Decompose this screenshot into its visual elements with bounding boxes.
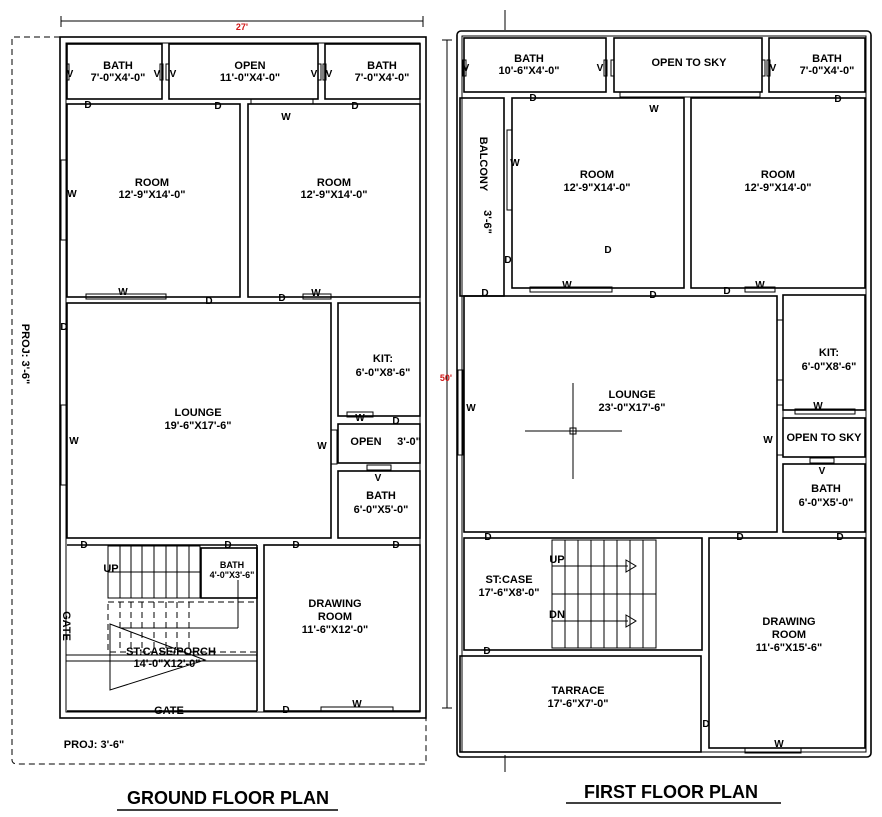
height-dimension-label: 50' — [439, 373, 453, 383]
ff-bath-left-name: BATH — [514, 53, 544, 65]
gf-bath-left-size: 7'-0"X4'-0" — [90, 72, 146, 84]
door-marker: D — [504, 255, 512, 266]
gf-proj-side: PROJ: 3'-6" — [19, 323, 31, 385]
door-marker: D — [481, 288, 489, 299]
door-marker: D — [723, 286, 731, 297]
vent-marker: V — [462, 63, 470, 74]
gf-gate-front: GATE — [154, 705, 184, 717]
door-marker: D — [205, 296, 213, 307]
ff-room-right-name: ROOM — [760, 169, 796, 181]
door-marker: D — [529, 93, 537, 104]
gf-bath-right-size: 7'-0"X4'-0" — [354, 72, 410, 84]
ff-room-left-size: 12'-9"X14'-0" — [563, 182, 631, 194]
window-marker: W — [118, 287, 128, 298]
ff-terrace-name: TARRACE — [551, 685, 605, 697]
vent-marker: V — [769, 63, 777, 74]
vent-marker: V — [153, 69, 161, 80]
ff-balcony-name: BALCONY — [477, 136, 489, 192]
gf-porch-name: ST:CASE/PORCH — [126, 646, 216, 658]
ff-stair-size: 17'-6"X8'-0" — [478, 587, 540, 599]
gf-kitchen-name: KIT: — [372, 353, 394, 365]
gf-up-label: UP — [103, 563, 119, 575]
window-marker: W — [510, 158, 520, 169]
window-marker: W — [69, 436, 79, 447]
gf-gate-side: GATE — [60, 611, 72, 641]
ff-open-sky-top-name: OPEN TO SKY — [651, 57, 727, 69]
door-marker: D — [84, 100, 92, 111]
ff-balcony — [460, 98, 504, 296]
window-marker: W — [774, 739, 784, 750]
width-dimension — [61, 16, 423, 32]
window-marker: W — [763, 435, 773, 446]
door-marker: D — [604, 245, 612, 256]
door-marker: D — [392, 416, 400, 427]
gf-lounge-name: LOUNGE — [174, 407, 222, 419]
ff-up-label: UP — [549, 554, 565, 566]
ff-staircase — [552, 540, 656, 648]
first-floor-plan — [457, 31, 871, 803]
gf-kitchen-size: 6'-0"X8'-6" — [355, 367, 411, 379]
ff-bath-right-name: BATH — [812, 53, 842, 65]
gf-bath-left-name: BATH — [103, 60, 133, 72]
gf-room-right-name: ROOM — [316, 177, 352, 189]
vent-marker: V — [596, 63, 604, 74]
door-marker: D — [702, 719, 710, 730]
ff-lounge-crosshair — [525, 383, 622, 479]
gf-open-top-name: OPEN — [234, 60, 266, 72]
door-marker: D — [351, 101, 359, 112]
door-marker: D — [278, 293, 286, 304]
door-marker: D — [60, 322, 68, 333]
gf-proj-front: PROJ: 3'-6" — [63, 739, 125, 751]
door-marker: D — [836, 532, 844, 543]
gf-bath-small-name: BATH — [219, 560, 245, 570]
ff-bath-mid-name: BATH — [811, 483, 841, 495]
gf-title: GROUND FLOOR PLAN — [127, 788, 329, 808]
ff-bath-right-size: 7'-0"X4'-0" — [799, 65, 855, 77]
door-marker: D — [736, 532, 744, 543]
gf-open-top-size: 11'-0"X4'-0" — [219, 72, 281, 84]
window-marker: W — [755, 280, 765, 291]
window-marker: W — [466, 403, 476, 414]
door-marker: D — [282, 705, 290, 716]
ff-room-left-name: ROOM — [579, 169, 615, 181]
gf-bath-small-size: 4'-0"X3'-6" — [209, 570, 255, 580]
window-marker: W — [562, 280, 572, 291]
height-dimension — [440, 40, 452, 708]
ff-room-right-size: 12'-9"X14'-0" — [744, 182, 812, 194]
window-marker: W — [311, 288, 321, 299]
door-marker: D — [224, 540, 232, 551]
ground-floor-plan — [12, 37, 426, 810]
vent-marker: V — [325, 69, 333, 80]
gf-room-right-size: 12'-9"X14'-0" — [300, 189, 368, 201]
ff-drawing-name: DRAWING — [762, 616, 816, 628]
ff-lounge — [464, 296, 777, 532]
gf-drawing-size: 11'-6"X12'-0" — [301, 624, 369, 636]
door-marker: D — [484, 532, 492, 543]
window-marker: W — [67, 189, 77, 200]
gf-bath-mid-name: BATH — [366, 490, 396, 502]
window-marker: W — [813, 401, 823, 412]
ff-stair-name: ST:CASE — [485, 574, 533, 586]
door-marker: D — [80, 540, 88, 551]
gf-open-mid-size: 3'-0" — [397, 436, 421, 448]
vent-marker: V — [66, 69, 74, 80]
ff-open-sky-mid-name: OPEN TO SKY — [786, 432, 862, 444]
ff-drawing-name2: ROOM — [771, 629, 807, 641]
gf-bath-mid-size: 6'-0"X5'-0" — [353, 504, 409, 516]
ff-lounge-size: 23'-0"X17'-6" — [598, 402, 666, 414]
window-marker: W — [649, 104, 659, 115]
vent-marker: V — [169, 69, 177, 80]
gf-room-left-name: ROOM — [134, 177, 170, 189]
door-marker: D — [649, 290, 657, 301]
gf-drawing-name: DRAWING — [308, 598, 362, 610]
gf-porch-size: 14'-0"X12'-0" — [133, 658, 201, 670]
gf-room-left-size: 12'-9"X14'-0" — [118, 189, 186, 201]
gf-bath-right-name: BATH — [367, 60, 397, 72]
ff-kitchen-name: KIT: — [818, 347, 840, 359]
ff-drawing-size: 11'-6"X15'-6" — [755, 642, 823, 654]
ff-bath-mid-size: 6'-0"X5'-0" — [798, 497, 854, 509]
ff-lounge-name: LOUNGE — [608, 389, 656, 401]
gf-lounge-size: 19'-6"X17'-6" — [164, 420, 232, 432]
window-marker: W — [355, 413, 365, 424]
vent-marker: V — [374, 473, 382, 484]
window-marker: W — [281, 112, 291, 123]
door-marker: D — [292, 540, 300, 551]
gf-drawing-name2: ROOM — [317, 611, 353, 623]
window-marker: W — [317, 441, 327, 452]
ff-kitchen-size: 6'-0"X8'-6" — [801, 361, 857, 373]
ff-title: FIRST FLOOR PLAN — [584, 782, 758, 802]
gf-open-mid-name: OPEN — [350, 436, 382, 448]
door-marker: D — [834, 94, 842, 105]
vent-marker: V — [818, 466, 826, 477]
width-dimension-label: 27' — [235, 22, 249, 32]
door-marker: D — [483, 646, 491, 657]
ff-dn-label: DN — [549, 609, 565, 621]
window-marker: W — [352, 699, 362, 710]
vent-marker: V — [310, 69, 318, 80]
door-marker: D — [214, 101, 222, 112]
ff-bath-left-size: 10'-6"X4'-0" — [498, 65, 560, 77]
ff-terrace-size: 17'-6"X7'-0" — [547, 698, 609, 710]
ff-balcony-size: 3'-6" — [481, 210, 493, 234]
door-marker: D — [392, 540, 400, 551]
